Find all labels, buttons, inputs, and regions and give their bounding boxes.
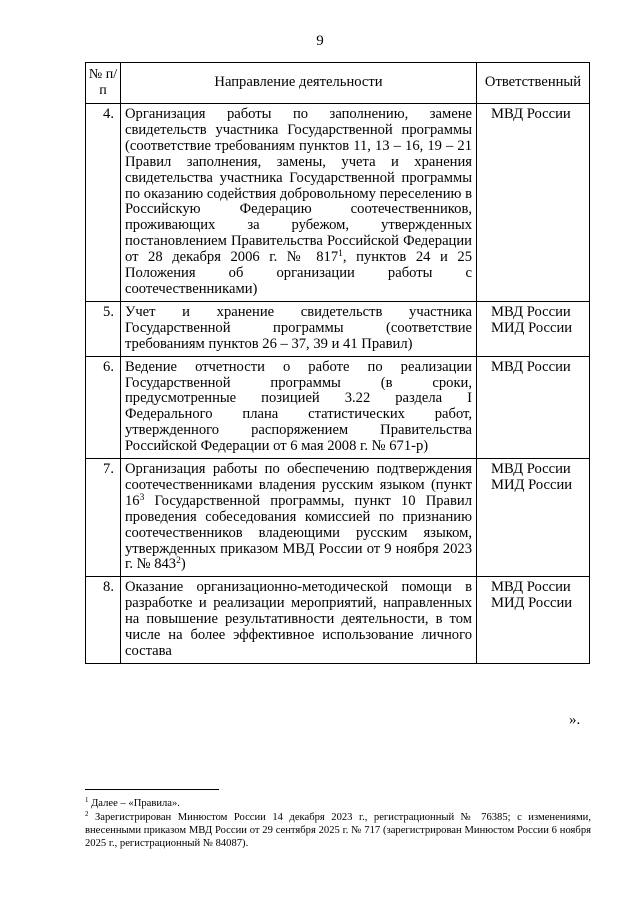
closing-quote: ».	[569, 712, 581, 728]
footnote-divider	[85, 789, 219, 790]
header-responsible: Ответственный	[477, 63, 590, 104]
row-number: 4.	[86, 104, 121, 302]
footnote-mark: 2	[85, 811, 89, 819]
responsible-agency: МИД России	[491, 595, 573, 612]
row-direction	[121, 577, 477, 664]
row-text-cont: , пунктов 24 и 25 Положения об организации работы с соотечественниками)	[125, 249, 473, 297]
row-number: 8.	[86, 577, 121, 664]
row-responsible	[477, 577, 590, 664]
footnote-text: Далее – «Правила».	[88, 798, 180, 809]
row-responsible	[477, 356, 590, 458]
row-text-end: )	[180, 556, 186, 573]
row-direction	[121, 301, 477, 356]
header-direction: Направление деятельности	[121, 63, 477, 104]
responsible-agency: МВД России	[491, 303, 571, 320]
table-row	[86, 356, 590, 458]
row-responsible	[477, 104, 590, 302]
row-text: Организация работы по заполнению, замене свидетельств участника Государственной программы (соответствие требованиям пунктов 11, 13 – 16, 19 – 21 Правил заполнения, замены, учета и хранения свидетельства участника Государственной программы по оказанию содействия добровольному переселению в Российскую Федерацию соотечественников, проживающих за рубежом, утвержденных постановлением Правительства Российской Федерации от 28 декабря 2006 г. № 817	[125, 106, 472, 266]
table-row	[86, 577, 590, 664]
responsible-agency: МВД России	[491, 461, 571, 478]
row-number: 7.	[86, 459, 121, 577]
row-responsible	[477, 301, 590, 356]
row-text: Ведение отчетности о работе по реализации Государственной программы (в сроки, предусмотренные позицией 3.22 раздела I Федерального плана статистических работ, утвержденного распоряжением Правительства Российской Федерации от 6 мая 2008 г. № 671-р)	[125, 358, 472, 455]
table-header-row	[86, 63, 590, 104]
footnote-mark: 1	[85, 797, 89, 805]
responsible-agency: МВД России	[491, 106, 571, 122]
page-number: 9	[316, 33, 324, 49]
row-text: Учет и хранение свидетельств участника Государственной программы (соответствие требованиям пунктов 26 – 37, 39 и 41 Правил)	[125, 303, 472, 352]
table-row	[86, 459, 590, 577]
footnote-ref: 1	[338, 248, 343, 259]
row-text: Оказание организационно-методической помощи в разработке и реализации мероприятий, направленных на повышение результативности деятельности, в том числе на более эффективное использование личного состава	[125, 579, 472, 659]
row-text-cont: Государственной программы, пункт 10 Правил проведения собеседования комиссией по признанию соотечественников владеющими русским языком, утвержденных приказом МВД России от 9 ноября 2023 г. № 843	[125, 492, 472, 573]
row-number: 5.	[86, 301, 121, 356]
row-direction	[121, 104, 477, 302]
footnote-text: Зарегистрирован Минюстом России 14 декабря 2023 г., регистрационный № 76385; с изменениями, внесенными приказом МВД России от 29 сентября 2025 г. № 717 (зарегистрирован Минюстом России 6 ноября 2025 г., регистрационный № 84087).	[85, 812, 591, 849]
footnote-ref: 2	[176, 556, 181, 567]
row-text: Организация работы по обеспечению подтверждения соотечественниками владения русским языком (пункт 16	[125, 461, 472, 509]
responsible-agency: МИД России	[491, 319, 573, 336]
row-number: 6.	[86, 356, 121, 458]
footnote	[85, 797, 591, 810]
measures-table	[85, 62, 590, 664]
row-responsible	[477, 459, 590, 577]
responsible-agency: МИД России	[491, 476, 573, 493]
header-number: № п/п	[86, 63, 121, 104]
responsible-agency: МВД России	[491, 358, 571, 375]
row-direction	[121, 356, 477, 458]
responsible-agency: МВД России	[491, 579, 571, 596]
footnotes	[85, 797, 591, 851]
footnote-ref: 3	[139, 492, 145, 503]
footnote	[85, 811, 591, 850]
table-row	[86, 104, 590, 302]
row-direction	[121, 459, 477, 577]
table-row	[86, 301, 590, 356]
